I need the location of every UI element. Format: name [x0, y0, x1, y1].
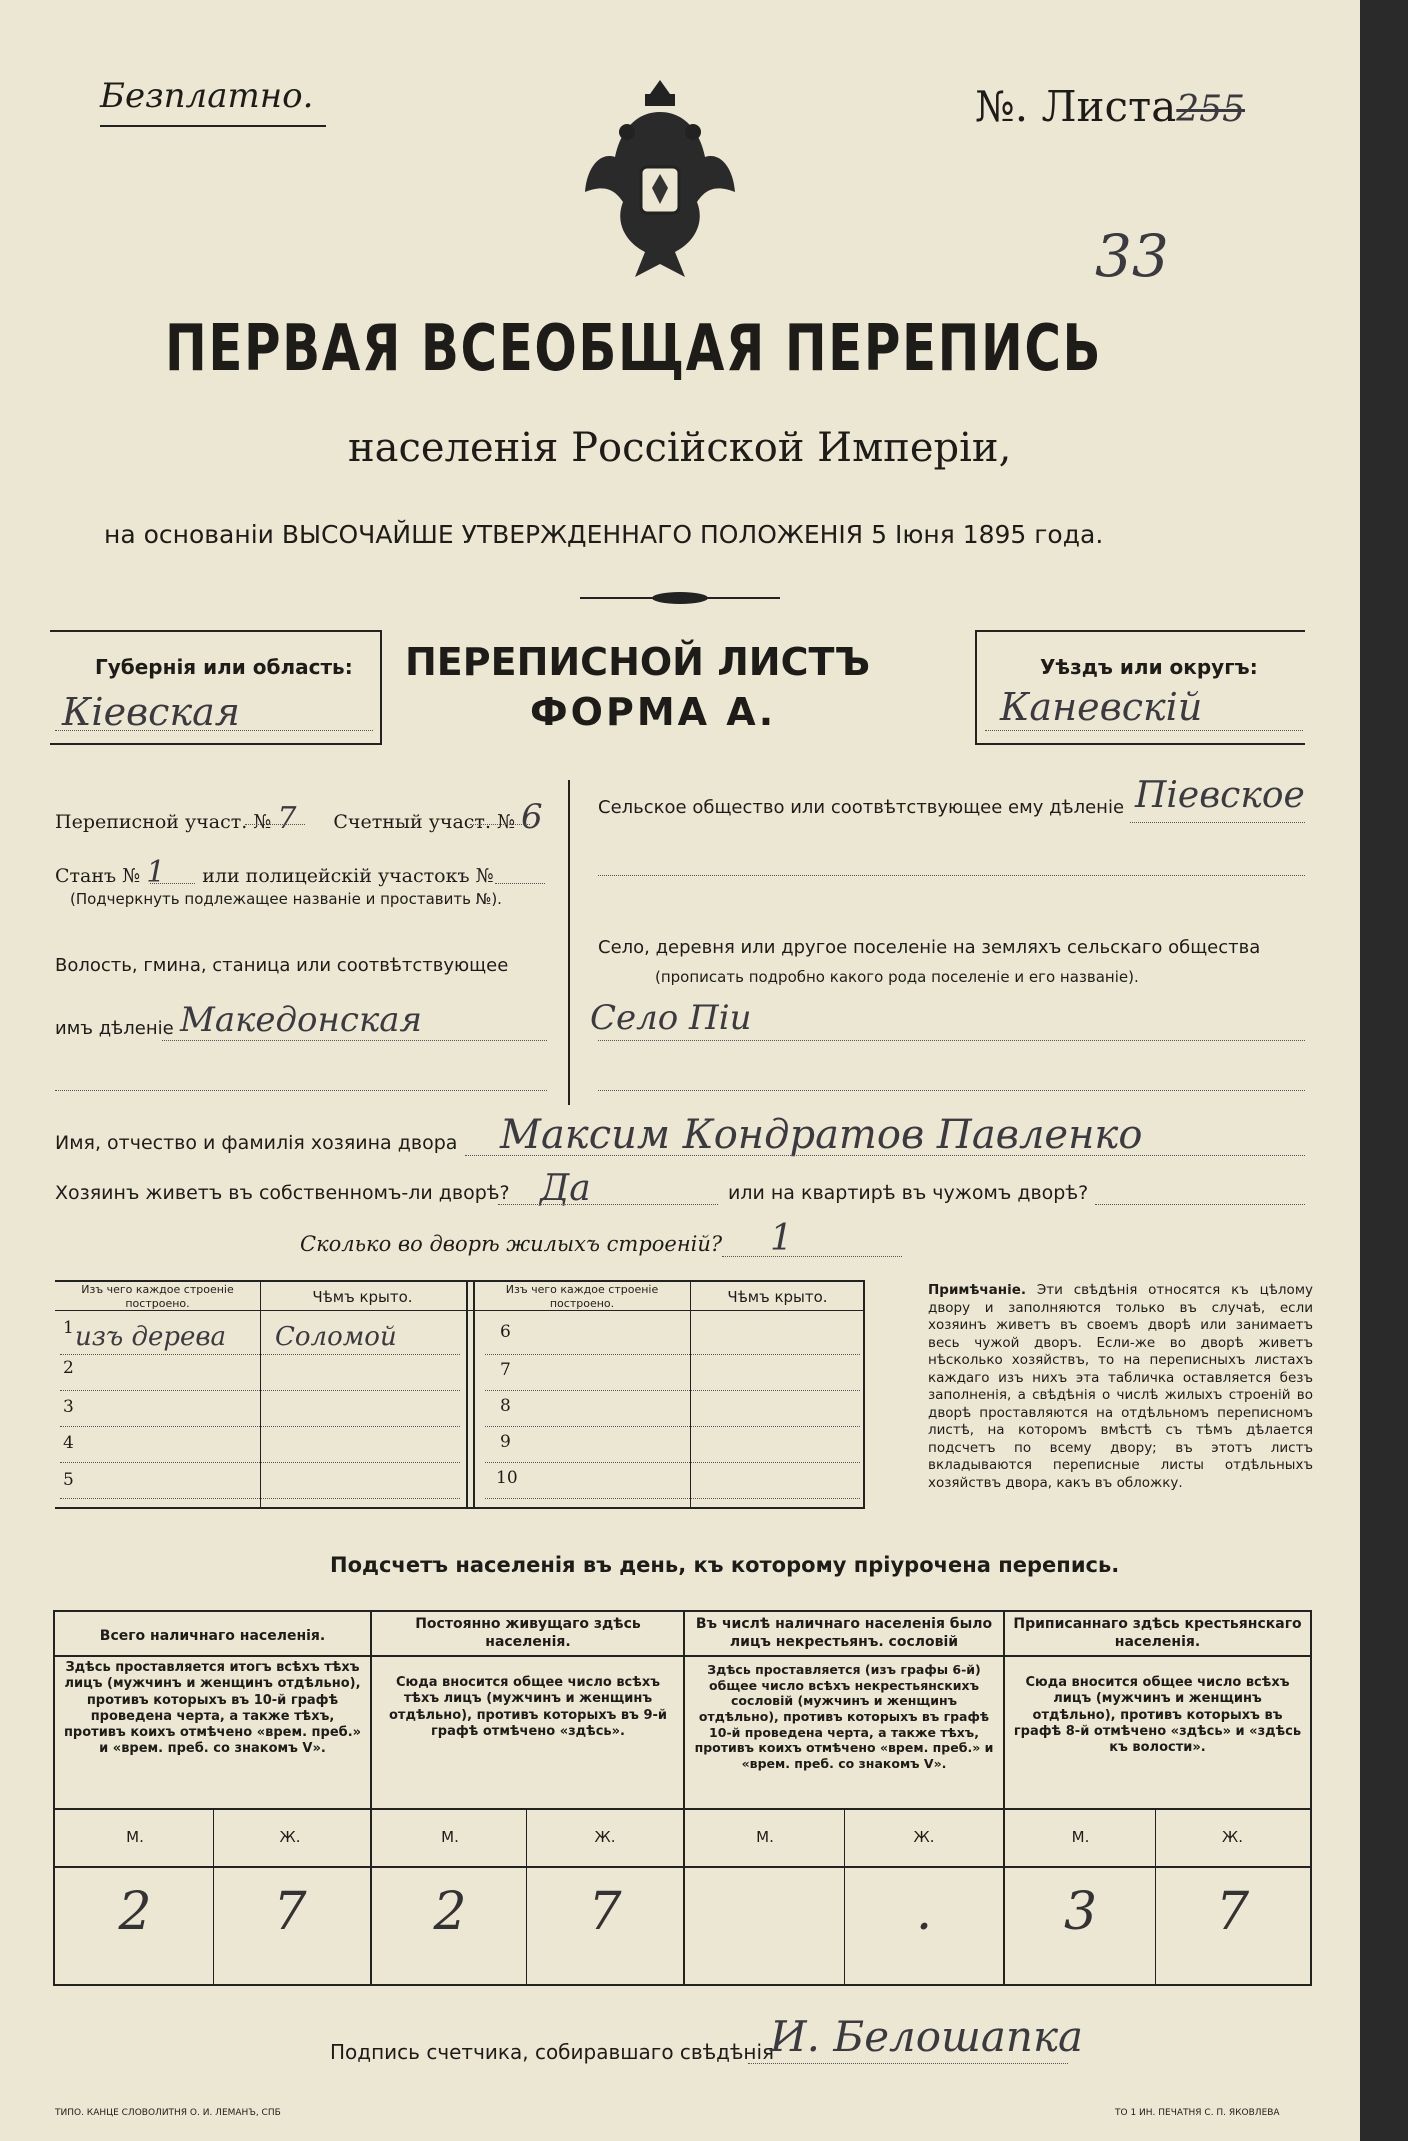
btable-mid-a — [466, 1280, 468, 1508]
legal-basis: на основаніи ВЫСОЧАЙШЕ УТВЕРЖДЕННАГО ПОЛОЖЕНІЯ 5 Іюня 1895 года. — [104, 520, 1104, 549]
count-col-4-desc: Сюда вносится общее число всѣхъ лицъ (мужчинъ и женщинъ отдѣльно), противъ которыхъ въ графѣ 8-й отмѣчено «здѣсь» и «здѣсь къ волости». — [1013, 1675, 1302, 1755]
count-sub-3 — [844, 1808, 845, 1984]
count-col-2-m-label: М. — [441, 1828, 459, 1846]
count-col-1-title: Всего наличнаго населенія. — [99, 1628, 326, 1644]
btable-row-line — [60, 1498, 460, 1499]
district-value: Каневскій — [1000, 685, 1203, 729]
btable-header-roof-2: Чѣмъ крыто. — [727, 1288, 828, 1306]
count-col-3-zh-value: . — [915, 1882, 933, 1942]
society-line-2 — [598, 875, 1305, 876]
count-heading: Подсчетъ населенія въ день, къ которому пріурочена перепись. — [330, 1553, 1120, 1577]
owner-lives-line — [498, 1204, 718, 1205]
village-line-2 — [598, 1090, 1305, 1091]
count-section-label: Счетный участ. № — [333, 811, 515, 833]
province-line — [55, 730, 373, 731]
volost-label: Волость, гмина, станица или соотвѣтствующее — [55, 955, 509, 976]
section-divider — [568, 780, 570, 1105]
signature-line — [748, 2063, 1068, 2064]
camp-row — [55, 855, 494, 890]
count-col-2-title: Постоянно живущаго здѣсь населенія. — [415, 1616, 641, 1650]
society-line — [1130, 822, 1305, 823]
province-label: Губернія или область: — [95, 655, 353, 679]
sheet-number-struck: 255 — [1176, 89, 1246, 130]
btable-col1 — [260, 1280, 261, 1508]
btable-row-n: 1 — [63, 1318, 74, 1338]
note-block — [928, 1282, 1313, 1493]
police-line — [495, 883, 545, 884]
census-section-label: Переписной участ. № — [55, 811, 272, 833]
sheet-number-label: №. Листа255 — [975, 82, 1246, 131]
btable-row-line — [485, 1462, 860, 1463]
btable-row-n: 10 — [496, 1468, 518, 1488]
count-col-1-m-value: 2 — [118, 1882, 152, 1942]
btable-row-n: 4 — [63, 1433, 74, 1453]
count-col-4-zh-label: Ж. — [1222, 1828, 1243, 1846]
signature-value: И. Белошапка — [770, 2012, 1084, 2061]
btable-top — [55, 1280, 865, 1282]
btable-bottom — [55, 1507, 865, 1509]
btable-header-material-2: Изъ чего каждое строеніе построено. — [505, 1283, 659, 1310]
signature-label: Подпись счетчика, собиравшаго свѣдѣнія — [330, 2040, 775, 2064]
btable-row-line — [60, 1390, 460, 1391]
ornament-divider — [580, 590, 780, 604]
volost-value: Македонская — [180, 1000, 423, 1040]
count-sub-2 — [526, 1808, 527, 1984]
society-label: Сельское общество или соотвѣтствующее ему дѣленіе — [598, 797, 1125, 818]
count-col-2-zh-label: Ж. — [594, 1828, 616, 1846]
count-col-2-m-value: 2 — [433, 1882, 467, 1942]
btable-row-line — [485, 1390, 860, 1391]
society-value: Пiевское — [1135, 775, 1305, 816]
count-col-4-m-label: М. — [1071, 1828, 1090, 1846]
btable-row-material: изъ дерева — [75, 1322, 227, 1352]
scan-edge — [1360, 0, 1408, 2141]
count-col-3-title: Въ числѣ наличнаго населенія было лицъ некрестьянъ. сословій — [695, 1616, 993, 1650]
owner-name-label: Имя, отчество и фамилія хозяина двора — [55, 1132, 458, 1154]
btable-row-n: 7 — [500, 1360, 511, 1380]
district-label: Уѣздъ или округъ: — [1040, 655, 1258, 679]
btable-right — [863, 1280, 865, 1508]
count-col-4-zh-value: 7 — [1215, 1882, 1250, 1942]
btable-col3 — [690, 1280, 691, 1508]
btable-row-line — [485, 1426, 860, 1427]
count-col-1 — [370, 1610, 372, 1984]
page-title: ПЕРВАЯ ВСЕОБЩАЯ ПЕРЕПИСЬ — [165, 312, 1103, 386]
btable-row-n: 8 — [500, 1396, 511, 1416]
page-subtitle: населенія Россійской Имперіи, — [348, 425, 1012, 471]
btable-row-line — [60, 1462, 460, 1463]
village-line — [598, 1040, 1305, 1041]
count-col-3-desc: Здѣсь проставляется (изъ графы 6-й) общее число всѣхъ некрестьянскихъ сословій (мужчинъ и женщинъ отдѣльно), противъ которыхъ въ графѣ 10-й проведена черта, а также тѣхъ, противъ коихъ отмѣчено «врем. преб.» и «врем. преб. со знакомъ V». — [694, 1662, 994, 1771]
village-note: (прописать подробно какого рода поселеніе и его названіе). — [655, 968, 1139, 986]
count-col-2 — [683, 1610, 685, 1984]
sheet-number-hand: 33 — [1095, 222, 1169, 290]
count-col-3 — [1003, 1610, 1005, 1984]
btable-row-n: 3 — [63, 1397, 74, 1417]
volost-line-2 — [55, 1090, 547, 1091]
volost-line — [162, 1040, 547, 1041]
btable-row-line — [485, 1354, 860, 1355]
count-col-3-m-label: М. — [756, 1828, 774, 1846]
btable-row-roof: Соломой — [275, 1322, 397, 1352]
police-label: или полицейскій участокъ № — [202, 865, 494, 887]
btable-row-line — [60, 1426, 460, 1427]
note-label: Примѣчаніе. — [928, 1282, 1027, 1298]
camp-value: 1 — [146, 855, 166, 890]
btable-row-n: 2 — [63, 1358, 74, 1378]
owner-name-line — [465, 1155, 1305, 1156]
form-subtitle: ФОРМА А. — [530, 690, 777, 734]
count-section-line — [470, 824, 530, 825]
count-col-2-zh-value: 7 — [588, 1882, 622, 1942]
count-section-value: 6 — [521, 797, 543, 837]
band-bottom-left — [50, 743, 380, 745]
province-value: Кіевская — [62, 690, 240, 734]
census-section-value: 7 — [277, 801, 297, 836]
apartment-label: или на квартирѣ въ чужомъ дворѣ? — [728, 1182, 1089, 1204]
count-col-2-desc: Сюда вносится общее число всѣхъ тѣхъ лицъ (мужчинъ и женщинъ отдѣльно), противъ которыхъ въ 9-й графѣ отмѣчено «здѣсь». — [388, 1675, 667, 1739]
owner-lives-label: Хозяинъ живетъ въ собственномъ-ли дворѣ? — [55, 1182, 510, 1204]
count-col-1-zh-value: 7 — [273, 1882, 307, 1942]
note-text: Эти свѣдѣнія относятся къ цѣлому двору и заполняются только въ случаѣ, если хозяинъ живетъ въ своемъ дворѣ или занимаетъ весь чужой дворъ. Если-же во дворѣ живетъ нѣсколько хозяйствъ, то на переписныхъ листахъ каждаго изъ нихъ эта табличка оставляется безъ заполненія, а свѣдѣнія о числѣ жилыхъ строеній во дворѣ проставляются на отдѣльномъ переписномъ листѣ, на которомъ вмѣстѣ съ тѣмъ дѣлается подсчетъ по всему двору; въ этотъ листъ вкладываются переписные листы отдѣльныхъ хозяйствъ двора, какъ въ обложку. — [928, 1282, 1313, 1492]
footer-left: ТИПО. КАНЦЕ СЛОВОЛИТНЯ О. И. ЛЕМАНЪ, СПБ — [55, 2108, 281, 2118]
form-title: ПЕРЕПИСНОЙ ЛИСТЪ — [405, 640, 871, 684]
district-line — [985, 730, 1303, 731]
camp-note: (Подчеркнуть подлежащее названіе и проставить №). — [70, 890, 502, 908]
village-value: Село Піи — [590, 998, 752, 1038]
btable-row-line — [60, 1354, 460, 1355]
camp-label: Станъ № — [55, 865, 141, 887]
btable-mid-b — [473, 1280, 475, 1508]
btable-row-n: 6 — [500, 1322, 511, 1342]
free-underline — [100, 125, 326, 127]
count-col-4-m-value: 3 — [1063, 1882, 1098, 1942]
census-section-row — [55, 797, 543, 837]
census-section-line — [245, 824, 305, 825]
buildings-value: 1 — [770, 1218, 793, 1259]
band-divider-right — [975, 630, 977, 745]
btable-header-material: Изъ чего каждое строеніе построено. — [81, 1283, 234, 1310]
owner-name-value: Максим Кондратов Павленко — [500, 1112, 1143, 1158]
band-top-left — [50, 630, 380, 632]
btable-row-n: 9 — [500, 1432, 511, 1452]
btable-row-n: 5 — [63, 1470, 74, 1490]
village-label: Село, деревня или другое поселеніе на земляхъ сельскаго общества — [598, 937, 1261, 958]
free-label: Безплатно. — [100, 76, 314, 116]
buildings-label: Сколько во дворѣ жилыхъ строеній? — [300, 1232, 723, 1256]
footer-right: ТО 1 ИН. ПЕЧАТНЯ С. П. ЯКОВЛЕВА — [1115, 2108, 1280, 2118]
count-col-1-m-label: М. — [126, 1828, 144, 1846]
band-divider-left — [380, 630, 382, 745]
count-sub-1 — [213, 1808, 214, 1984]
count-col-1-zh-label: Ж. — [279, 1828, 301, 1846]
owner-lives-value: Да — [540, 1168, 591, 1209]
count-col-4-title: Приписаннаго здѣсь крестьянскаго населенія. — [1013, 1616, 1302, 1650]
band-top-right — [975, 630, 1305, 632]
btable-header-roof: Чѣмъ крыто. — [312, 1288, 413, 1306]
count-sub-4 — [1155, 1808, 1156, 1984]
apartment-line — [1095, 1204, 1305, 1205]
band-bottom-right — [975, 743, 1305, 745]
buildings-line — [722, 1256, 902, 1257]
camp-line — [150, 883, 195, 884]
count-col-3-zh-label: Ж. — [913, 1828, 935, 1846]
btable-row-line — [485, 1498, 860, 1499]
count-col-1-desc: Здѣсь проставляется итогъ всѣхъ тѣхъ лицъ (мужчинъ и женщинъ отдѣльно), противъ которыхъ въ 10-й графѣ проведена черта, а также тѣхъ, противъ коихъ отмѣчено «врем. преб.» и «врем. преб. со знакомъ V». — [63, 1660, 362, 1757]
volost-label-2: имъ дѣленіе — [55, 1018, 174, 1039]
double-headed-eagle-emblem — [575, 72, 745, 292]
